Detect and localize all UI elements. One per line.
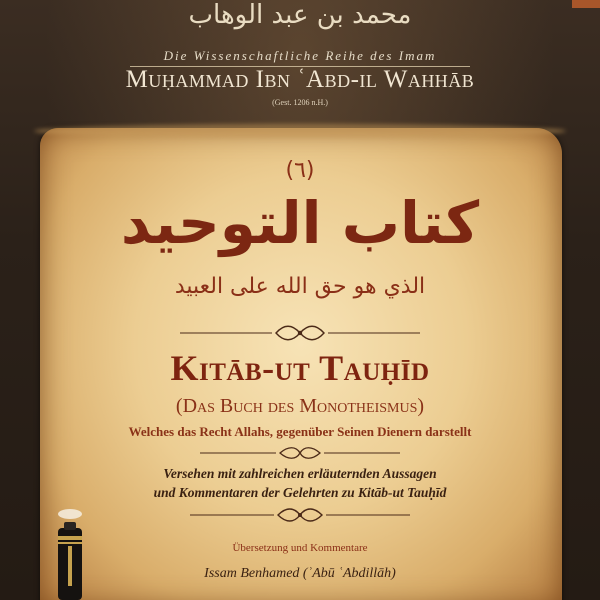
series-title: Die Wissenschaftliche Reihe des Imam (163, 48, 437, 63)
title-translation: (Das Buch des Monotheismus) (175, 395, 425, 417)
ornament-divider-bottom (0, 504, 600, 530)
commentary-line-2: und Kommentaren der Gelehrten zu Kitāb-ut Tauḥīd (153, 485, 447, 500)
title-latin: Kitāb-ut Tauḥīd (170, 348, 430, 388)
fountain-pen-icon (50, 508, 90, 600)
ornament-icon (180, 322, 420, 344)
ornament-divider-top (0, 322, 600, 348)
commentary-line-1: Versehen mit zahlreichen erläuternden Aussagen (163, 466, 437, 481)
translator-name: Issam Benhamed (ʾAbū ʿAbdillāh) (204, 566, 396, 581)
imam-dates: (Gest. 1206 n.H.) (272, 98, 328, 107)
ornament-divider-middle (0, 444, 600, 466)
credit-label: Übersetzung und Kommentare (232, 542, 368, 554)
volume-number: (٦) (285, 158, 315, 183)
imam-calligraphy: محمد بن عبد الوهاب (188, 0, 412, 30)
ornament-icon (200, 444, 400, 462)
title-arabic: كتاب التوحيد (120, 189, 480, 257)
imam-name: Muḥammad Ibn ʿAbd-il Wahhāb (125, 66, 475, 93)
subtitle-arabic: الذي هو حق الله على العبيد (174, 274, 426, 299)
ornament-icon (190, 504, 410, 526)
title-description: Welches das Recht Allahs, gegenüber Seinen Dienern darstellt (128, 424, 472, 439)
